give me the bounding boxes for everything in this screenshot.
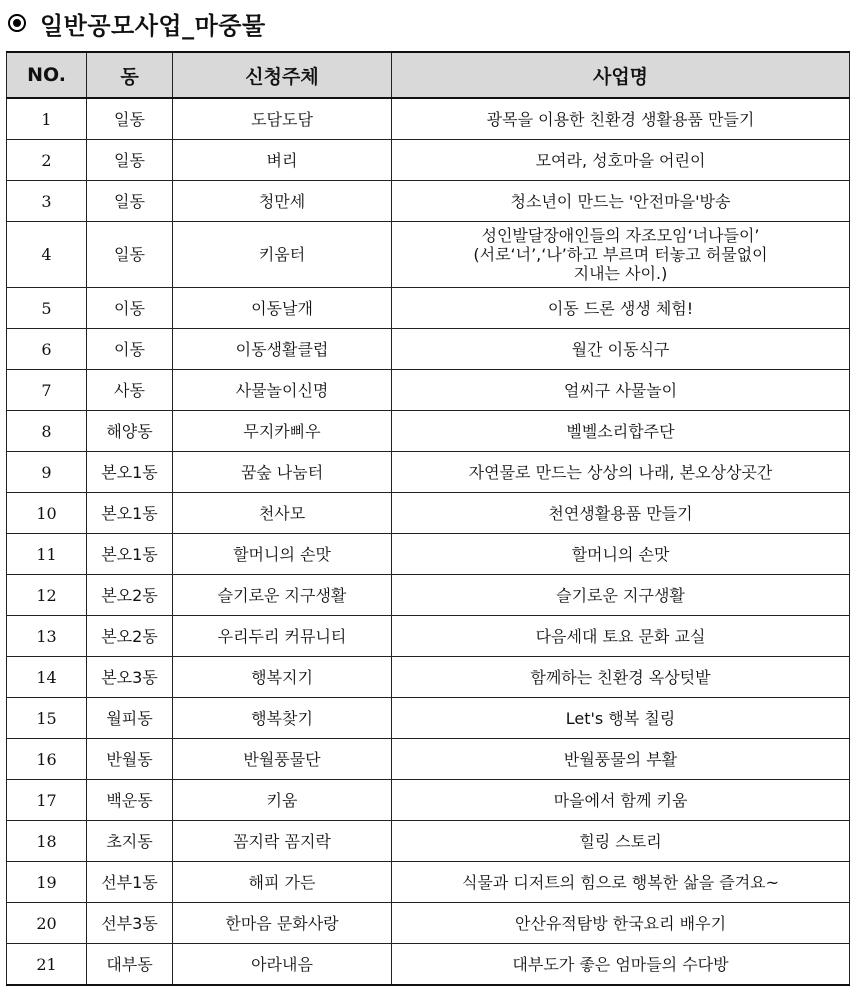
table-row bbox=[7, 780, 850, 821]
table-row bbox=[7, 698, 850, 739]
cell-dong: 사동 bbox=[87, 370, 173, 411]
cell-no: 3 bbox=[7, 181, 87, 222]
table-row bbox=[7, 657, 850, 698]
table-row bbox=[7, 903, 850, 944]
table-row bbox=[7, 329, 850, 370]
cell-no: 16 bbox=[7, 739, 87, 780]
cell-project: 힐링 스토리 bbox=[392, 821, 850, 862]
cell-project: Let's 행복 칠링 bbox=[392, 698, 850, 739]
cell-dong: 일동 bbox=[87, 98, 173, 140]
cell-project: 광목을 이용한 친환경 생활용품 만들기 bbox=[392, 98, 850, 140]
cell-applicant: 반월풍물단 bbox=[173, 739, 392, 780]
cell-project: 슬기로운 지구생활 bbox=[392, 575, 850, 616]
cell-project: 성인발달장애인들의 자조모임‘너나들이’ (서로‘너’,‘나’하고 부르며 터놓고 허물없이 지내는 사이.) bbox=[392, 222, 850, 288]
cell-project: 벨벨소리합주단 bbox=[392, 411, 850, 452]
cell-no: 8 bbox=[7, 411, 87, 452]
table-row bbox=[7, 739, 850, 780]
table-row bbox=[7, 140, 850, 181]
table-row bbox=[7, 288, 850, 329]
cell-applicant: 키움 bbox=[173, 780, 392, 821]
cell-applicant: 꼼지락 꼼지락 bbox=[173, 821, 392, 862]
cell-applicant: 무지카삐우 bbox=[173, 411, 392, 452]
cell-no: 15 bbox=[7, 698, 87, 739]
cell-dong: 이동 bbox=[87, 288, 173, 329]
header-no: NO. bbox=[7, 52, 87, 98]
cell-no: 12 bbox=[7, 575, 87, 616]
cell-applicant: 슬기로운 지구생활 bbox=[173, 575, 392, 616]
cell-no: 1 bbox=[7, 98, 87, 140]
cell-project: 식물과 디저트의 힘으로 행복한 삶을 즐겨요~ bbox=[392, 862, 850, 903]
cell-no: 19 bbox=[7, 862, 87, 903]
header-applicant: 신청주체 bbox=[173, 52, 392, 98]
table-row bbox=[7, 534, 850, 575]
cell-project: 천연생활용품 만들기 bbox=[392, 493, 850, 534]
cell-dong: 월피동 bbox=[87, 698, 173, 739]
table-row bbox=[7, 452, 850, 493]
cell-applicant: 청만세 bbox=[173, 181, 392, 222]
cell-dong: 반월동 bbox=[87, 739, 173, 780]
cell-dong: 이동 bbox=[87, 329, 173, 370]
cell-no: 5 bbox=[7, 288, 87, 329]
table-row bbox=[7, 944, 850, 986]
cell-project: 월간 이동식구 bbox=[392, 329, 850, 370]
cell-applicant: 우리두리 커뮤니티 bbox=[173, 616, 392, 657]
table-row bbox=[7, 222, 850, 288]
cell-no: 14 bbox=[7, 657, 87, 698]
cell-project: 다음세대 토요 문화 교실 bbox=[392, 616, 850, 657]
cell-no: 21 bbox=[7, 944, 87, 986]
cell-project: 반월풍물의 부활 bbox=[392, 739, 850, 780]
table-row bbox=[7, 98, 850, 140]
table-row bbox=[7, 862, 850, 903]
cell-no: 6 bbox=[7, 329, 87, 370]
cell-no: 4 bbox=[7, 222, 87, 288]
cell-applicant: 천사모 bbox=[173, 493, 392, 534]
cell-dong: 일동 bbox=[87, 181, 173, 222]
cell-dong: 일동 bbox=[87, 140, 173, 181]
project-table bbox=[6, 51, 850, 986]
cell-project: 안산유적탐방 한국요리 배우기 bbox=[392, 903, 850, 944]
cell-applicant: 행복찾기 bbox=[173, 698, 392, 739]
cell-applicant: 해피 가든 bbox=[173, 862, 392, 903]
cell-applicant: 이동날개 bbox=[173, 288, 392, 329]
cell-project: 이동 드론 생생 체험! bbox=[392, 288, 850, 329]
cell-project: 마을에서 함께 키움 bbox=[392, 780, 850, 821]
cell-dong: 본오3동 bbox=[87, 657, 173, 698]
table-row bbox=[7, 370, 850, 411]
cell-project: 할머니의 손맛 bbox=[392, 534, 850, 575]
cell-dong: 초지동 bbox=[87, 821, 173, 862]
cell-project: 모여라, 성호마을 어린이 bbox=[392, 140, 850, 181]
cell-no: 2 bbox=[7, 140, 87, 181]
table-row bbox=[7, 493, 850, 534]
cell-dong: 대부동 bbox=[87, 944, 173, 986]
cell-no: 7 bbox=[7, 370, 87, 411]
cell-applicant: 도담도담 bbox=[173, 98, 392, 140]
cell-applicant: 이동생활클럽 bbox=[173, 329, 392, 370]
cell-project: 대부도가 좋은 엄마들의 수다방 bbox=[392, 944, 850, 986]
circled-dot-icon bbox=[8, 14, 26, 32]
table-row bbox=[7, 411, 850, 452]
cell-no: 17 bbox=[7, 780, 87, 821]
cell-dong: 본오2동 bbox=[87, 616, 173, 657]
cell-no: 20 bbox=[7, 903, 87, 944]
cell-dong: 일동 bbox=[87, 222, 173, 288]
cell-dong: 선부1동 bbox=[87, 862, 173, 903]
cell-dong: 해양동 bbox=[87, 411, 173, 452]
cell-applicant: 할머니의 손맛 bbox=[173, 534, 392, 575]
cell-applicant: 키움터 bbox=[173, 222, 392, 288]
cell-applicant: 꿈숲 나눔터 bbox=[173, 452, 392, 493]
cell-dong: 본오2동 bbox=[87, 575, 173, 616]
cell-dong: 본오1동 bbox=[87, 534, 173, 575]
cell-no: 10 bbox=[7, 493, 87, 534]
table-row bbox=[7, 821, 850, 862]
cell-applicant: 한마음 문화사랑 bbox=[173, 903, 392, 944]
section-title bbox=[8, 6, 266, 40]
header-dong: 동 bbox=[87, 52, 173, 98]
cell-project: 얼씨구 사물놀이 bbox=[392, 370, 850, 411]
cell-applicant: 사물놀이신명 bbox=[173, 370, 392, 411]
cell-no: 18 bbox=[7, 821, 87, 862]
cell-no: 11 bbox=[7, 534, 87, 575]
table-header-row bbox=[7, 52, 850, 98]
table-row bbox=[7, 575, 850, 616]
cell-no: 9 bbox=[7, 452, 87, 493]
table-row bbox=[7, 616, 850, 657]
cell-dong: 선부3동 bbox=[87, 903, 173, 944]
cell-no: 13 bbox=[7, 616, 87, 657]
table-row bbox=[7, 181, 850, 222]
cell-applicant: 행복지기 bbox=[173, 657, 392, 698]
cell-applicant: 아라내음 bbox=[173, 944, 392, 986]
cell-dong: 본오1동 bbox=[87, 452, 173, 493]
cell-dong: 백운동 bbox=[87, 780, 173, 821]
cell-project: 자연물로 만드는 상상의 나래, 본오상상곳간 bbox=[392, 452, 850, 493]
cell-applicant: 벼리 bbox=[173, 140, 392, 181]
header-project: 사업명 bbox=[392, 52, 850, 98]
page-title: 일반공모사업_마중물 bbox=[40, 10, 266, 40]
cell-project: 청소년이 만드는 '안전마을'방송 bbox=[392, 181, 850, 222]
cell-dong: 본오1동 bbox=[87, 493, 173, 534]
cell-project: 함께하는 친환경 옥상텃밭 bbox=[392, 657, 850, 698]
